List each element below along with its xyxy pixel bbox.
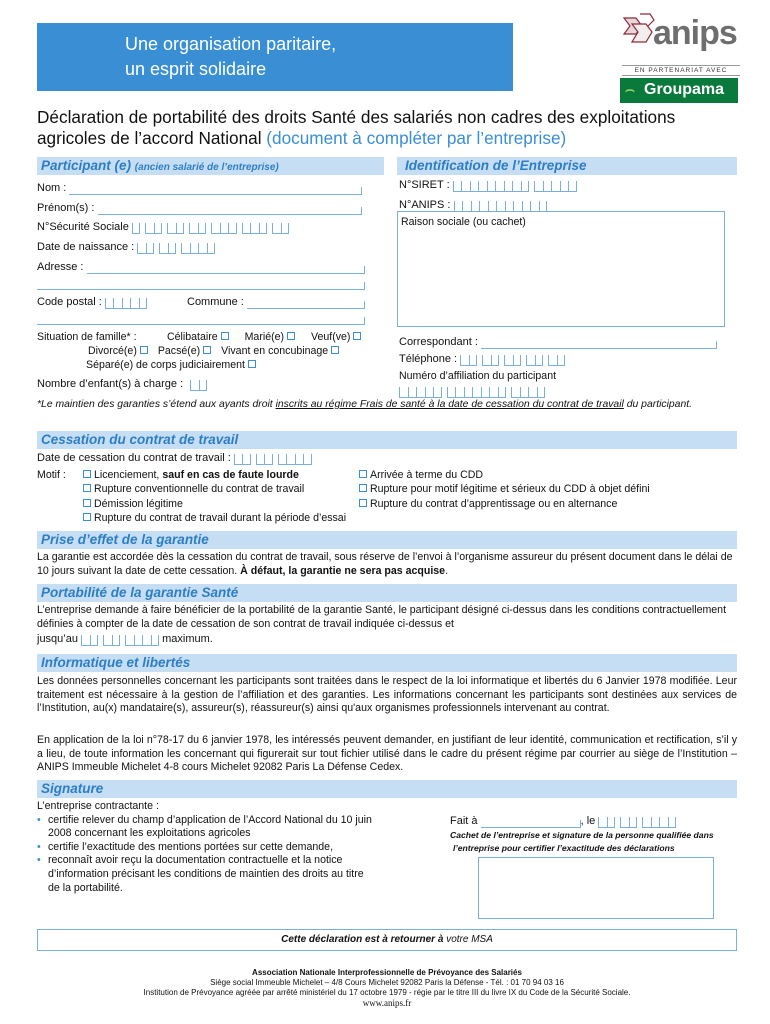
signature-item-3: • reconnaît avoir reçu la documentation contractuelle et la notice d’information précisant les conditions de maintien des droits au titre de la portabilité. (37, 854, 377, 895)
digit-cell[interactable] (220, 223, 229, 234)
commune-row-2 (37, 311, 365, 325)
maximum-label: maximum. (162, 633, 213, 645)
digit-cell[interactable] (122, 298, 131, 309)
digit-cell[interactable] (159, 243, 168, 254)
portabilite-text: L’entreprise demande à faire bénéficier de la portabilité de la garantie Santé, le participant désigné ci-dessus dans les conditions contractuellement définies à compter de la date de cessation de son contrat de travail indiquée ci-dessus et (37, 604, 727, 630)
demission-label: Démission légitime (94, 497, 183, 510)
date-cessation-row (37, 451, 312, 465)
digit-cell[interactable] (598, 817, 607, 828)
groupama-symbol-icon: ⌢ (625, 81, 635, 98)
section-entreprise-title: Identification de l’Entreprise (405, 158, 587, 173)
digit-cell[interactable] (198, 223, 207, 234)
date-signature-field[interactable] (598, 816, 676, 828)
siret-field[interactable] (453, 180, 577, 192)
section-cessation-title: Cessation du contrat de travail (41, 432, 239, 447)
digit-cell[interactable] (447, 387, 456, 398)
digit-cell[interactable] (495, 181, 504, 192)
digit-cell[interactable] (103, 635, 112, 646)
digit-cell[interactable] (167, 223, 176, 234)
digit-cell[interactable] (504, 181, 513, 192)
digit-cell[interactable] (548, 355, 557, 366)
digit-cell[interactable] (487, 181, 496, 192)
digit-cell[interactable] (534, 181, 543, 192)
retour-box (37, 929, 737, 951)
marie-label: Marié(e) (244, 331, 285, 343)
separe-label: Séparé(e) de corps judiciairement (86, 359, 245, 371)
naissance-field[interactable] (137, 242, 215, 254)
digit-cell[interactable] (425, 387, 434, 398)
digit-cell[interactable] (278, 454, 287, 465)
digit-cell[interactable] (568, 181, 577, 192)
correspondant-row (399, 335, 717, 349)
telephone-label: Téléphone : (399, 353, 458, 365)
fait-label: Fait à (450, 815, 478, 827)
concubinage-label: Vivant en concubinage (221, 345, 329, 357)
digit-cell[interactable] (112, 635, 121, 646)
fait-field[interactable] (481, 816, 581, 828)
code-postal-field[interactable] (105, 297, 148, 309)
digit-cell[interactable] (132, 223, 141, 234)
digit-cell[interactable] (551, 181, 560, 192)
digit-cell[interactable] (629, 817, 638, 828)
footer-website: www.anips.fr (362, 998, 412, 1008)
motif-rupture-cdd (356, 482, 650, 496)
motifs-left (80, 468, 346, 525)
digit-cell[interactable] (478, 181, 487, 192)
digit-cell[interactable] (535, 355, 544, 366)
motif-cdd (356, 468, 650, 482)
motif-label: Motif : (37, 469, 66, 481)
section-portabilite-title: Portabilité de la garantie Santé (41, 585, 239, 600)
digit-cell[interactable] (146, 243, 155, 254)
digit-cell[interactable] (228, 223, 237, 234)
digit-cell[interactable] (211, 223, 220, 234)
digit-cell[interactable] (125, 635, 134, 646)
jusquau-field[interactable] (81, 634, 159, 646)
signature-item-1: • certifie relever du champ d’application de l’Accord National du 10 juin 2008 concernant les exploitations agricoles (37, 814, 377, 841)
section-portabilite (37, 584, 737, 602)
digit-cell[interactable] (512, 181, 521, 192)
adresse-row-2 (37, 276, 365, 290)
licenciement-bold: sauf en cas de faute lourde (162, 469, 299, 481)
enfants-field[interactable] (190, 379, 207, 391)
digit-cell[interactable] (453, 181, 462, 192)
telephone-row (399, 352, 565, 366)
cachet-line-2: l’entreprise pour certifier l’exactitude des déclarations (453, 843, 675, 853)
section-informatique (37, 654, 737, 672)
demission-checkbox[interactable] (83, 499, 91, 507)
signature-list (37, 814, 377, 896)
digit-cell[interactable] (234, 454, 243, 465)
slogan-line-2: un esprit solidaire (125, 59, 267, 79)
le-label: , le (580, 815, 596, 827)
signature-item-2: • certifie l’exactitude des mentions portées sur cette demande, (37, 841, 377, 855)
informatique-p2: En application de la loi n°78-17 du 6 janvier 1978, les intéressés peuvent demander, en justifiant de leur identité, communication et rectification, s’il y a lieu, de toute information les concernant qui figurerait sur tout fichier utilisé dans le cadre du présent régime par courrier au siège de l’Institution – ANIPS Immeuble Michelet 4-8 cours Michelet 92082 Paris La Défense Cedex. (37, 734, 737, 774)
digit-cell[interactable] (242, 454, 251, 465)
anips-wordmark: anips (653, 14, 737, 52)
anips-logo (620, 12, 740, 107)
digit-cell[interactable] (472, 387, 481, 398)
licenciement-label: Licenciement, (94, 469, 160, 481)
digit-cell[interactable] (491, 355, 500, 366)
digit-cell[interactable] (199, 380, 208, 391)
slogan-line-1: Une organisation paritaire, (125, 34, 337, 54)
motif-rupture-apprentissage (356, 497, 650, 511)
affiliation-row (399, 384, 545, 398)
rupture-apprentissage-label: Rupture du contrat d’apprentissage ou en alternance (370, 497, 618, 510)
commune-field-2[interactable] (37, 313, 365, 325)
raison-sociale-box[interactable] (397, 211, 725, 327)
telephone-field[interactable] (460, 354, 565, 366)
footer (37, 968, 737, 1008)
digit-cell[interactable] (168, 243, 177, 254)
digit-cell[interactable] (207, 243, 216, 254)
digit-cell[interactable] (642, 817, 651, 828)
digit-cell[interactable] (560, 181, 569, 192)
digit-cell[interactable] (651, 817, 660, 828)
digit-cell[interactable] (469, 355, 478, 366)
digit-cell[interactable] (481, 387, 490, 398)
digit-cell[interactable] (513, 355, 522, 366)
slogan-banner (37, 23, 513, 91)
digit-cell[interactable] (303, 454, 312, 465)
prise-effet-bold: À défaut, la garantie ne sera pas acquise (240, 564, 446, 577)
nom-row (37, 181, 362, 195)
situation-label: Situation de famille* : (37, 331, 137, 343)
digit-cell[interactable] (189, 223, 198, 234)
celibataire-label: Célibataire (167, 331, 218, 343)
rupture-cdd-checkbox[interactable] (359, 484, 367, 492)
digit-cell[interactable] (295, 454, 304, 465)
enfants-label: Nombre d’enfant(s) à charge : (37, 378, 184, 390)
adresse-label: Adresse : (37, 261, 84, 273)
rupture-conv-label: Rupture conventionnelle du contrat de travail (94, 483, 305, 496)
note-text: *Le maintien des garanties s’étend aux ayants droit (37, 399, 276, 410)
digit-cell[interactable] (537, 387, 546, 398)
motif-rupture-periode (80, 511, 346, 525)
digit-cell[interactable] (399, 387, 408, 398)
secu-row (37, 220, 289, 234)
motif-rupture-conv (80, 482, 346, 496)
commune-field-1[interactable] (247, 297, 365, 309)
digit-cell[interactable] (489, 387, 498, 398)
digit-cell[interactable] (81, 635, 90, 646)
digit-cell[interactable] (113, 298, 122, 309)
section-signature (37, 780, 737, 798)
siret-row (399, 178, 577, 192)
digit-cell[interactable] (461, 181, 470, 192)
section-prise-effet (37, 531, 737, 549)
situation-row-3 (86, 358, 259, 372)
digit-cell[interactable] (190, 243, 199, 254)
jusquau-row (37, 632, 213, 646)
informatique-p1: Les données personnelles concernant les participants sont traitées dans le respect de la loi informatique et libertés du 6 Janvier 1978 modifiée. Leur traitement est nécessaire à la gestion de l’affiliation et des garanties. Les informations concernant les participants sont destinées aux services de l’Institution, au(x) mandataire(s), assureur(s), réassureur(s) ainsi qu'aux organismes professionnels intervenant au contrat. (37, 675, 737, 715)
digit-cell[interactable] (511, 387, 520, 398)
section-participant (37, 157, 384, 175)
footer-line-1: Association Nationale Interprofessionnelle de Prévoyance des Salariés (252, 968, 522, 977)
concubinage-checkbox[interactable] (331, 346, 339, 354)
naissance-label: Date de naissance : (37, 241, 135, 253)
title-sub: (document à compléter par l’entreprise) (266, 128, 567, 148)
cachet-signature-box[interactable] (478, 857, 714, 919)
digit-cell[interactable] (105, 298, 114, 309)
rupture-periode-checkbox[interactable] (83, 513, 91, 521)
commune-row (187, 295, 365, 309)
adresse-field-2[interactable] (37, 278, 365, 290)
digit-cell[interactable] (504, 355, 513, 366)
digit-cell[interactable] (281, 223, 290, 234)
prise-effet-body: La garantie est accordée dès la cessation du contrat de travail, sous réserve de l’envoi à l’organisme assureur du présent document dans le délai de 10 jours suivant la date de cette cessation. (37, 551, 733, 577)
prenom-row (37, 201, 362, 215)
digit-cell[interactable] (137, 243, 146, 254)
note-underlined: inscrits au régime Frais de santé à la date de cessation du contrat de travail (275, 399, 624, 410)
digit-cell[interactable] (557, 355, 566, 366)
section-informatique-title: Informatique et libertés (41, 655, 191, 670)
digit-cell[interactable] (90, 635, 99, 646)
date-cessation-label: Date de cessation du contrat de travail : (37, 452, 231, 464)
page-title (37, 107, 737, 149)
secu-field[interactable] (132, 222, 290, 234)
digit-cell[interactable] (272, 223, 281, 234)
digit-cell[interactable] (145, 223, 154, 234)
adresse-field-1[interactable] (87, 262, 365, 274)
note-end: du participant. (623, 399, 693, 410)
rupture-conv-checkbox[interactable] (83, 484, 91, 492)
code-postal-row (37, 295, 147, 309)
motifs-right (356, 468, 650, 511)
motif-demission (80, 497, 346, 511)
digit-cell[interactable] (408, 387, 417, 398)
partner-caption: EN PARTENARIAT AVEC (622, 65, 740, 76)
digit-cell[interactable] (526, 355, 535, 366)
secu-label: N°Sécurité Sociale (37, 221, 129, 233)
prenom-label: Prénom(s) : (37, 202, 95, 214)
digit-cell[interactable] (176, 223, 185, 234)
section-participant-title: Participant (e) (41, 158, 132, 173)
siret-label: N°SIRET : (399, 179, 450, 191)
situation-row-1 (167, 330, 364, 344)
footer-line-3: Institution de Prévoyance agréée par arrêté ministériel du 17 octobre 1979 - régie par le titre III du livre IX du Code de la Sécurité Sociale. (143, 988, 631, 997)
digit-cell[interactable] (520, 387, 529, 398)
separe-checkbox[interactable] (248, 360, 256, 368)
ayants-droit-note (37, 398, 737, 411)
cachet-caption (450, 829, 714, 855)
digit-cell[interactable] (190, 380, 199, 391)
signature-intro: L’entreprise contractante : (37, 800, 159, 812)
digit-cell[interactable] (659, 817, 668, 828)
affiliation-label: Numéro d’affiliation du participant (399, 370, 557, 382)
digit-cell[interactable] (498, 387, 507, 398)
retour-destination: votre MSA (446, 934, 493, 945)
cdd-label: Arrivée à terme du CDD (370, 469, 484, 481)
marie-checkbox[interactable] (287, 332, 295, 340)
digit-cell[interactable] (134, 635, 143, 646)
nom-field[interactable] (69, 183, 362, 195)
digit-cell[interactable] (464, 387, 473, 398)
digit-cell[interactable] (264, 454, 273, 465)
situation-row-2 (88, 344, 342, 358)
digit-cell[interactable] (259, 223, 268, 234)
digit-cell[interactable] (528, 387, 537, 398)
cachet-line-1: Cachet de l’entreprise et signature de la personne qualifiée dans (450, 830, 714, 840)
motif-licenciement (80, 468, 346, 482)
digit-cell[interactable] (130, 298, 139, 309)
retour-label: Cette déclaration est à retourner à (281, 934, 444, 945)
digit-cell[interactable] (521, 181, 530, 192)
nom-label: Nom : (37, 182, 67, 194)
rupture-periode-label: Rupture du contrat de travail durant la période d’essai (94, 511, 347, 524)
jusquau-label: jusqu’au (37, 633, 78, 645)
veuf-label: Veuf(ve) (311, 331, 351, 343)
licenciement-checkbox[interactable] (83, 470, 91, 478)
cdd-checkbox[interactable] (359, 470, 367, 478)
date-cessation-field[interactable] (234, 453, 312, 465)
section-cessation (37, 431, 737, 449)
digit-cell[interactable] (455, 387, 464, 398)
enfants-row (37, 377, 207, 391)
section-participant-note: (ancien salarié de l’entreprise) (134, 162, 279, 173)
digit-cell[interactable] (198, 243, 207, 254)
digit-cell[interactable] (416, 387, 425, 398)
footer-line-2: Siège social Immeuble Michelet – 4/8 Cours Michelet 92082 Paris la Défense - Tél. : 01 70 94 03 16 (210, 978, 564, 987)
commune-label: Commune : (187, 296, 244, 308)
digit-cell[interactable] (142, 635, 151, 646)
digit-cell[interactable] (242, 223, 251, 234)
digit-cell[interactable] (433, 387, 442, 398)
prenom-field[interactable] (98, 203, 362, 215)
correspondant-field[interactable] (481, 337, 717, 349)
digit-cell[interactable] (482, 355, 491, 366)
digit-cell[interactable] (620, 817, 629, 828)
section-signature-title: Signature (41, 781, 104, 796)
digit-cell[interactable] (668, 817, 677, 828)
groupama-wordmark: Groupama (644, 81, 725, 98)
digit-cell[interactable] (286, 454, 295, 465)
section-entreprise (397, 157, 737, 175)
digit-cell[interactable] (151, 635, 160, 646)
digit-cell[interactable] (460, 355, 469, 366)
rupture-apprentissage-checkbox[interactable] (359, 499, 367, 507)
prise-effet-text (37, 551, 737, 578)
digit-cell[interactable] (543, 181, 552, 192)
divorce-checkbox[interactable] (140, 346, 148, 354)
digit-cell[interactable] (250, 223, 259, 234)
rupture-cdd-label: Rupture pour motif légitime et sérieux du CDD à objet défini (370, 483, 650, 496)
correspondant-label: Correspondant : (399, 336, 478, 348)
veuf-checkbox[interactable] (353, 332, 361, 340)
anips-row (399, 198, 547, 212)
raison-sociale-label: Raison sociale (ou cachet) (401, 216, 526, 228)
pacse-checkbox[interactable] (203, 346, 211, 354)
digit-cell[interactable] (139, 298, 148, 309)
digit-cell[interactable] (154, 223, 163, 234)
digit-cell[interactable] (470, 181, 479, 192)
groupama-logo (620, 78, 738, 103)
adresse-row (37, 260, 365, 274)
pacse-label: Pacsé(e) (157, 345, 201, 357)
anips-label: N°ANIPS : (399, 199, 451, 211)
digit-cell[interactable] (607, 817, 616, 828)
celibataire-checkbox[interactable] (221, 332, 229, 340)
divorce-label: Divorcé(e) (88, 345, 137, 357)
fait-row (450, 814, 676, 828)
digit-cell[interactable] (256, 454, 265, 465)
code-postal-label: Code postal : (37, 296, 102, 308)
prise-effet-end: . (445, 564, 449, 577)
title-main: Déclaration de portabilité des droits Santé des salariés non cadres des exploitations agricoles de l’accord National (37, 107, 676, 148)
affiliation-field[interactable] (399, 386, 545, 398)
digit-cell[interactable] (181, 243, 190, 254)
signature-text (37, 800, 377, 895)
naissance-row (37, 240, 215, 254)
section-prise-effet-title: Prise d’effet de la garantie (41, 532, 209, 547)
